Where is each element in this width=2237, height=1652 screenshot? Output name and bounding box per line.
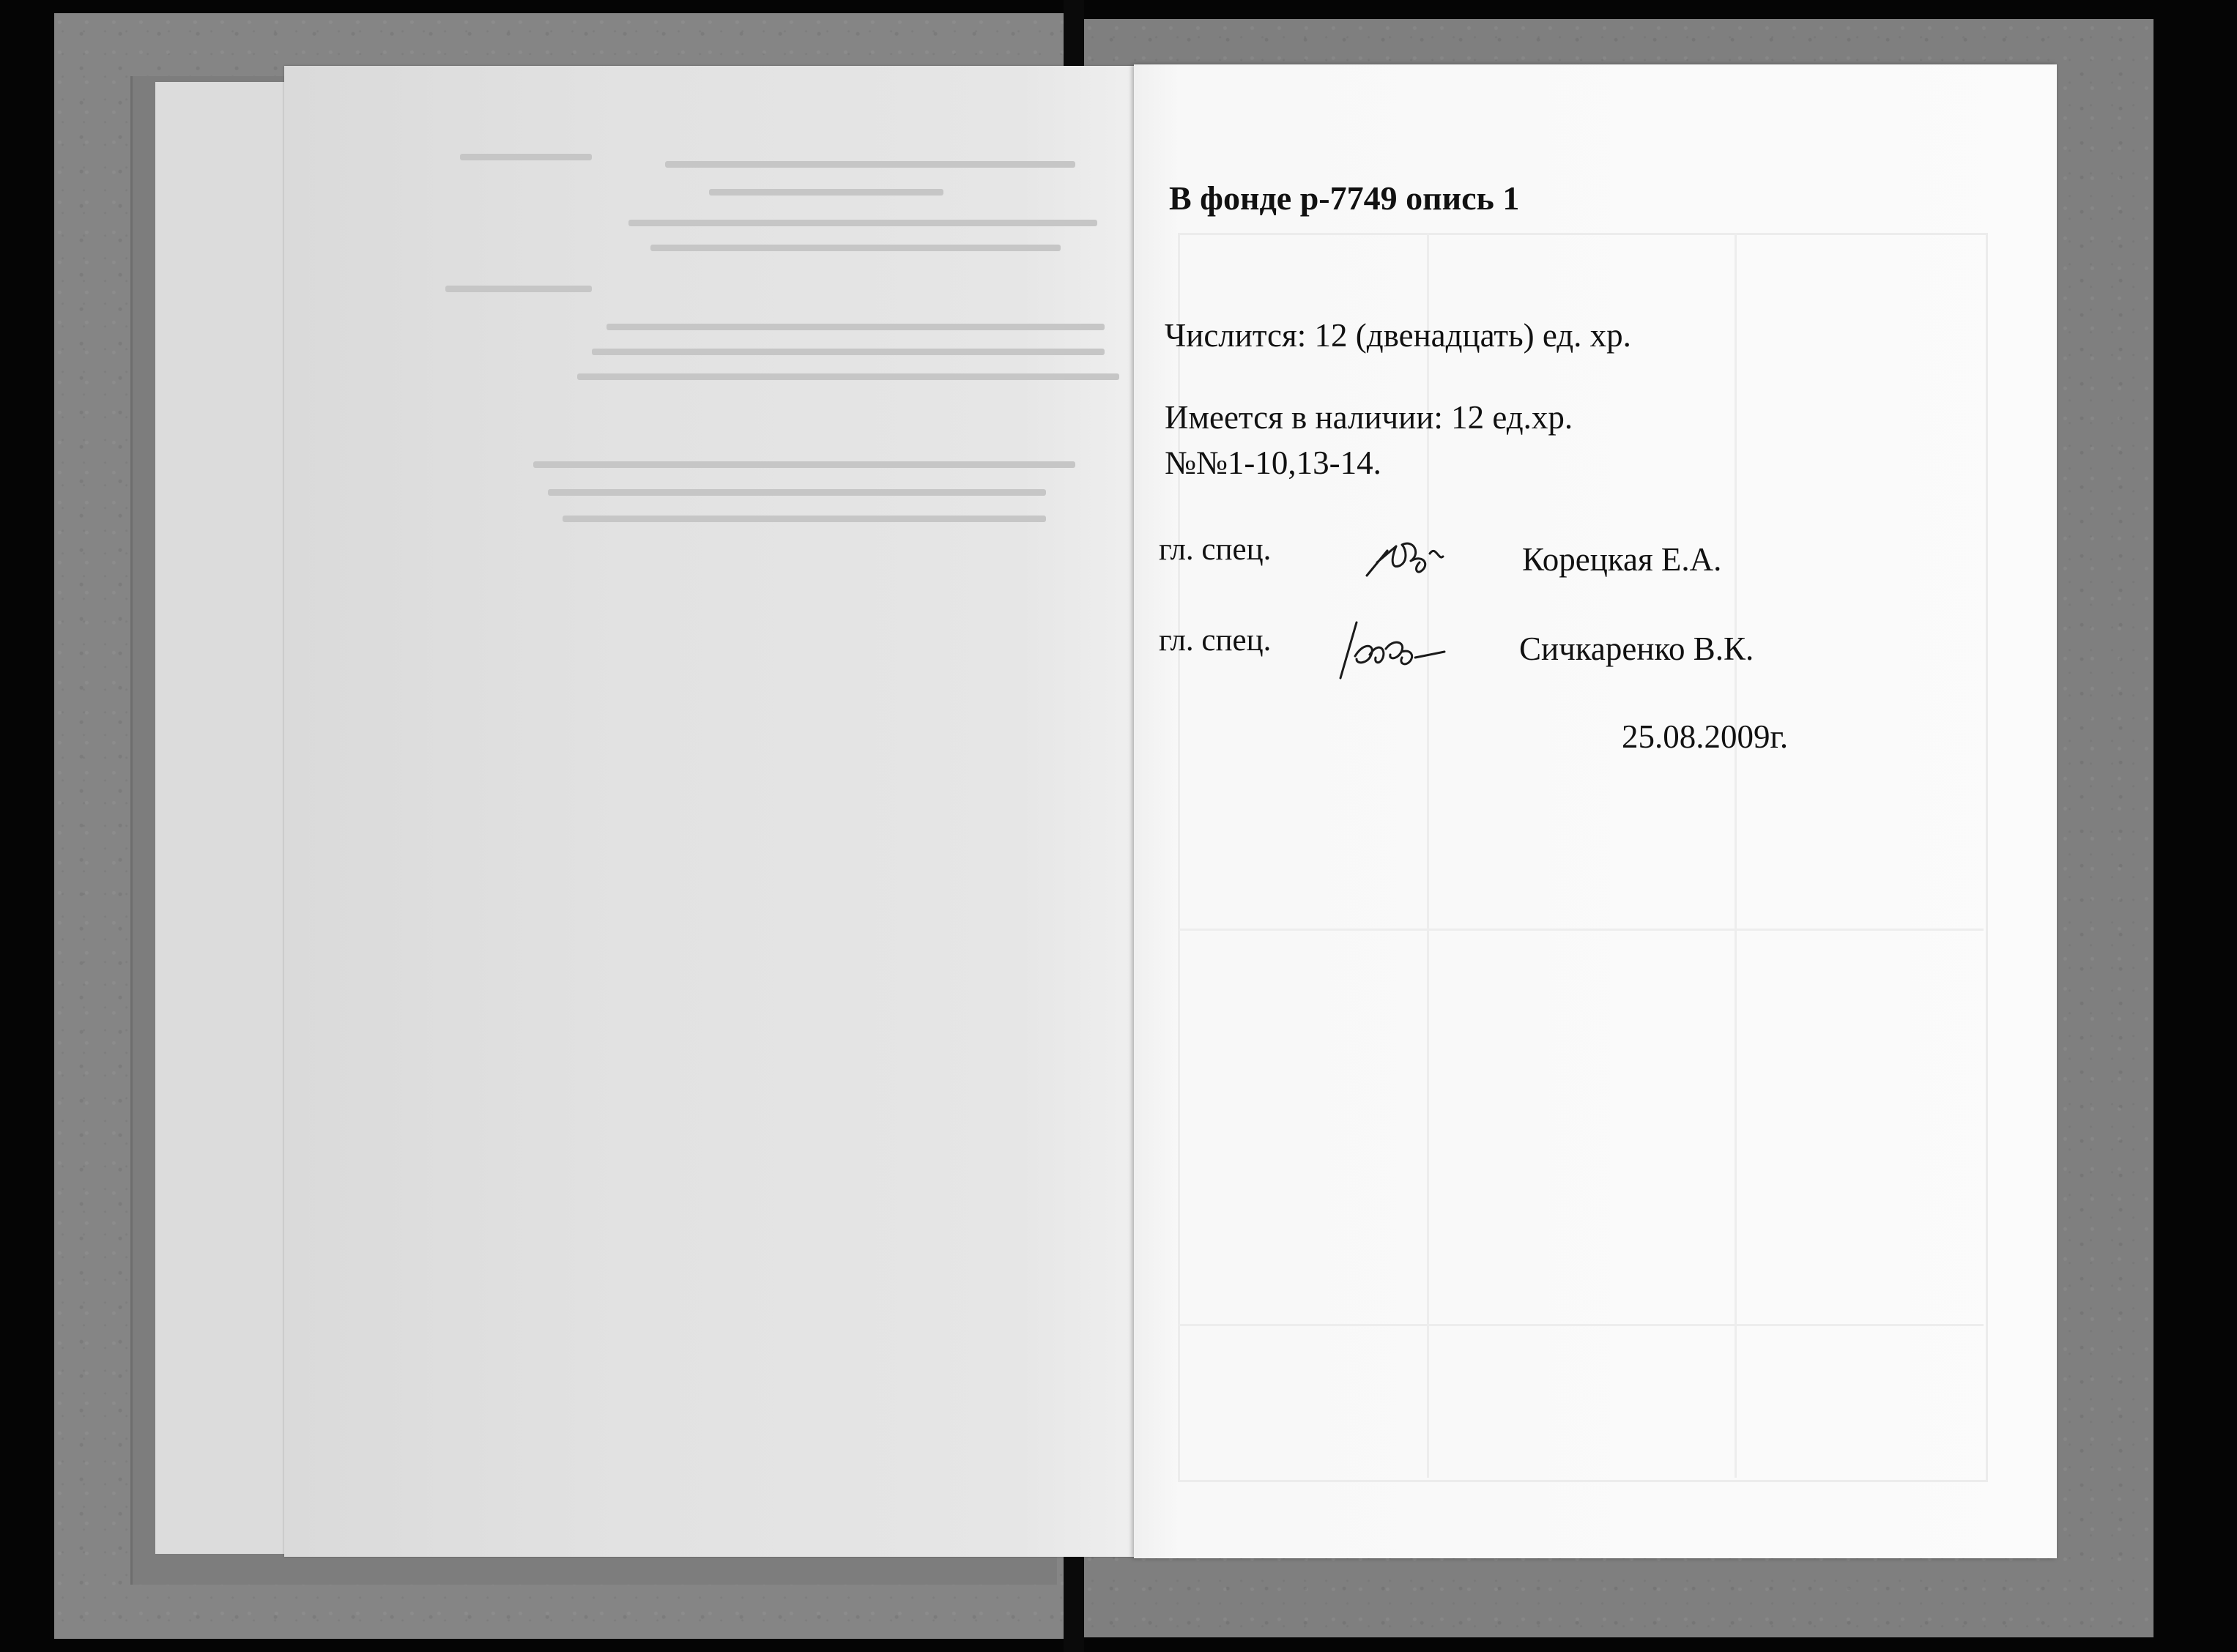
right-page-sheet bbox=[1134, 64, 2057, 1558]
left-page-sheet bbox=[284, 66, 1150, 1557]
bleed-through-text bbox=[665, 161, 1075, 168]
bleed-through-text bbox=[628, 220, 1097, 226]
fund-heading: В фонде р-7749 опись 1 bbox=[1169, 179, 1520, 217]
bleed-through-rule bbox=[1178, 1324, 1984, 1326]
bleed-through-text bbox=[533, 461, 1075, 468]
bleed-through-text bbox=[460, 154, 592, 160]
item-numbers-line: №№1-10,13-14. bbox=[1165, 444, 1381, 481]
bleed-through-text bbox=[577, 373, 1119, 380]
available-count-line: Имеется в наличии: 12 ед.хр. bbox=[1165, 399, 1573, 436]
bleed-through-text bbox=[445, 286, 592, 292]
bleed-through-text bbox=[548, 489, 1046, 496]
signatory-role: гл. спец. bbox=[1159, 623, 1272, 658]
bleed-through-text bbox=[606, 324, 1105, 330]
bleed-through-text bbox=[709, 189, 943, 196]
bleed-through-text bbox=[592, 349, 1105, 355]
listed-count-line: Числится: 12 (двенадцать) ед. хр. bbox=[1165, 317, 1631, 354]
signatory-name: Корецкая Е.А. bbox=[1522, 541, 1722, 578]
bleed-through-text bbox=[563, 516, 1046, 522]
signatory-name: Сичкаренко В.К. bbox=[1519, 630, 1754, 667]
document-date: 25.08.2009г. bbox=[1622, 718, 1789, 755]
bleed-through-text bbox=[650, 245, 1061, 251]
bleed-through-rule bbox=[1735, 233, 1737, 1478]
handwritten-signature-2 bbox=[1335, 612, 1452, 685]
handwritten-signature-1 bbox=[1362, 524, 1458, 583]
signatory-role: гл. спец. bbox=[1159, 532, 1272, 567]
bleed-through-rule bbox=[1178, 929, 1984, 931]
